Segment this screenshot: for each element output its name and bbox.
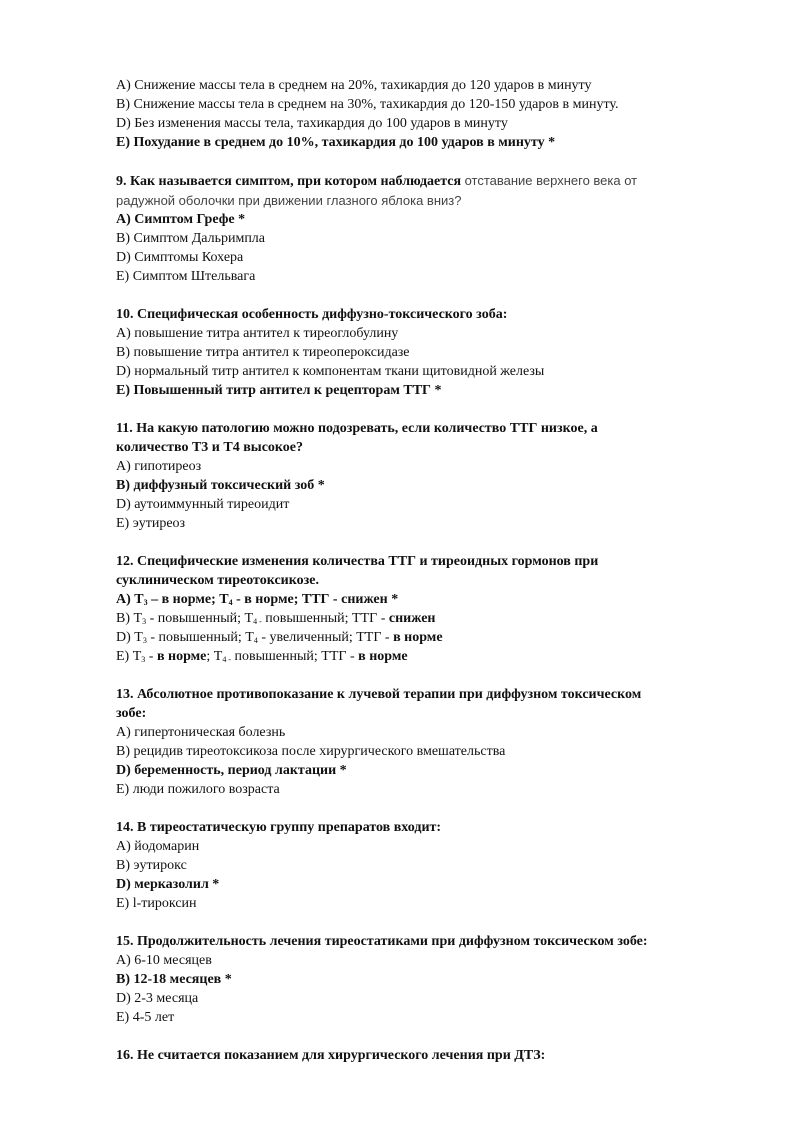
correct-answer-option: D) беременность, период лактации *	[116, 763, 347, 778]
answer-option: D) 2-3 месяца	[116, 991, 199, 1006]
answer-option: B) Симптом Дальримпла	[116, 231, 266, 246]
question-text-continued: количество Т3 и Т4 высокое?	[116, 440, 303, 455]
correct-answer-option: A) Симптом Грефе *	[116, 212, 246, 227]
question-15: 15. Продолжительность лечения тиреостатиками при диффузном токсическом зобе:	[116, 934, 648, 949]
correct-answer-option: B) 12-18 месяцев *	[116, 972, 232, 987]
answer-option: D) нормальный титр антител к компонентам ткани щитовидной железы	[116, 364, 545, 379]
question-13: 13. Абсолютное противопоказание к лучевой терапии при диффузном токсическом	[116, 687, 642, 702]
answer-option: E) эутиреоз	[116, 516, 186, 531]
correct-answer-option: E) Повышенный титр антител к рецепторам ТТГ *	[116, 383, 442, 398]
answer-option: B) $Т_3$ - повышенный; $Т_{4 -}$ повышенный; ТТГ - снижен	[116, 611, 436, 626]
question-text-continued: суклиническом тиреотоксикозе.	[116, 573, 319, 588]
correct-answer-option: B) диффузный токсический зоб *	[116, 478, 325, 493]
question-10: 10. Специфическая особенность диффузно-токсического зоба:	[116, 307, 508, 322]
answer-option: B) рецидив тиреотоксикоза после хирургического вмешательства	[116, 744, 506, 759]
question-11: 11. На какую патологию можно подозревать, если количество ТТГ низкое, а	[116, 421, 598, 436]
question-12: 12. Специфические изменения количества ТТГ и тиреоидных гормонов при	[116, 554, 599, 569]
answer-option: D) Без изменения массы тела, тахикардия до 100 ударов в минуту	[116, 116, 508, 131]
answer-option: E) 4-5 лет	[116, 1010, 175, 1025]
answer-option: D) Симптомы Кохера	[116, 250, 244, 265]
answer-option: E) люди пожилого возраста	[116, 782, 280, 797]
document-page	[116, 76, 756, 1065]
answer-option: E) Симптом Штельвага	[116, 269, 256, 284]
answer-option: A) гипотиреоз	[116, 459, 202, 474]
answer-option: A) йодомарин	[116, 839, 200, 854]
answer-option: B) Снижение массы тела в среднем на 30%, тахикардия до 120-150 ударов в минуту.	[116, 97, 619, 112]
correct-answer-option: A) $Т_3$ – в норме; $Т_4$ - в норме; ТТГ - снижен *	[116, 592, 399, 607]
question-16: 16. Не считается показанием для хирургического лечения при ДТЗ:	[116, 1048, 546, 1063]
correct-answer-option: D) мерказолил *	[116, 877, 220, 892]
question-text-continued: отставание верхнего века от	[464, 173, 638, 188]
question-14: 14. В тиреостатическую группу препаратов входит:	[116, 820, 442, 835]
answer-option: A) гипертоническая болезнь	[116, 725, 286, 740]
answer-option: B) эутирокс	[116, 858, 187, 873]
answer-option: E) l-тироксин	[116, 896, 197, 911]
correct-answer-option: E) Похудание в среднем до 10%, тахикардия до 100 ударов в минуту *	[116, 135, 556, 150]
answer-option: D) $Т_3$ - повышенный; $Т_4$ - увеличенный; ТТГ - в норме	[116, 630, 443, 645]
question-text: 9. Как называется симптом, при котором наблюдается	[116, 174, 462, 189]
answer-option: D) аутоиммунный тиреоидит	[116, 497, 290, 512]
answer-option: B) повышение титра антител к тиреопероксидазе	[116, 345, 410, 360]
answer-option: A) повышение титра антител к тиреоглобулину	[116, 326, 399, 341]
answer-option: E) $Т_3$ - в норме; $Т_{4 -}$ повышенный; ТТГ - в норме	[116, 649, 408, 664]
answer-option: A) Снижение массы тела в среднем на 20%, тахикардия до 120 ударов в минуту	[116, 78, 592, 93]
question-9	[116, 171, 756, 191]
question-text-continued: зобе:	[116, 706, 147, 721]
question-text-continued: радужной оболочки при движении глазного яблока вниз?	[116, 193, 462, 208]
answer-option: A) 6-10 месяцев	[116, 953, 212, 968]
